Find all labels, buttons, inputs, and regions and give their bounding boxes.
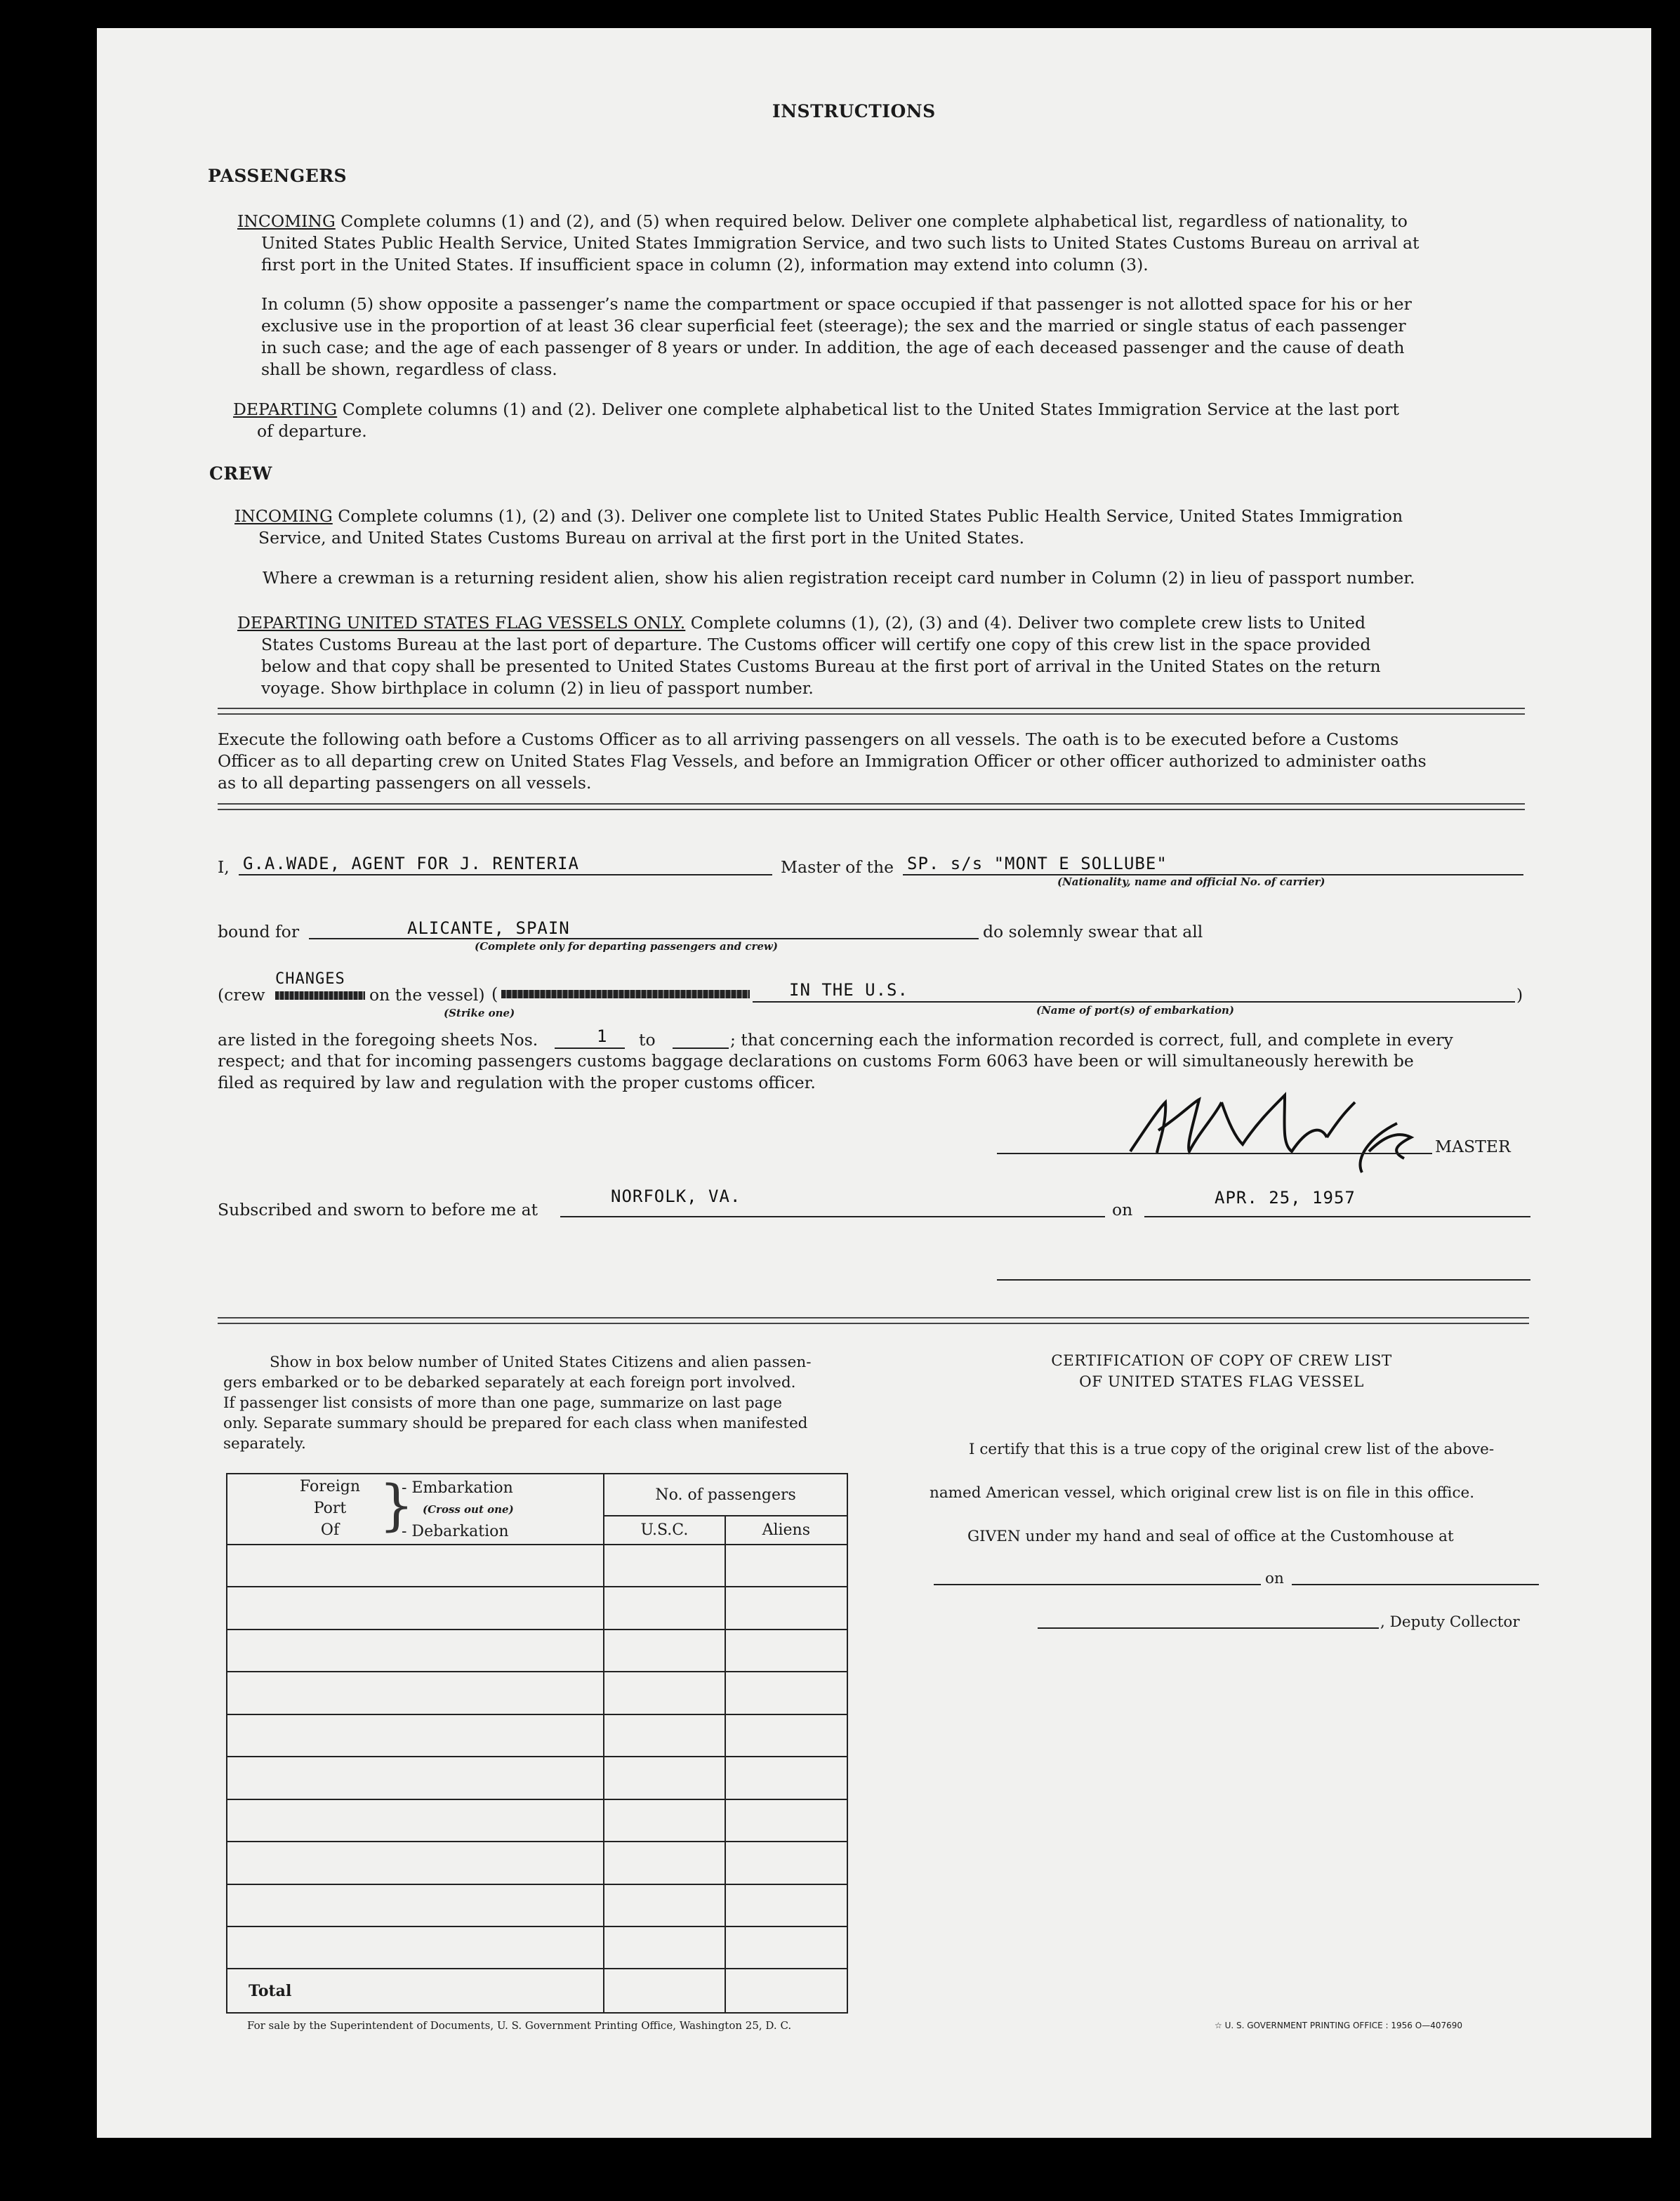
port-cell[interactable] [227, 1757, 604, 1799]
open-paren: ( [491, 984, 498, 1004]
crew-resident: Where a crewman is a returning resident alien, show his alien registration receipt card number in Column (2) in lieu of passport number. [263, 568, 1415, 588]
passengers-incoming [237, 211, 1501, 276]
usc-cell[interactable] [604, 1757, 725, 1799]
close-paren: ) [1516, 985, 1523, 1005]
sheet-from-field[interactable]: 1 [597, 1026, 608, 1046]
usc-cell[interactable] [604, 1842, 725, 1884]
text-line: States Customs Bureau at the last port of departure. The Customs officer will certify one copy of this crew list in the space provided [261, 635, 1371, 654]
master-label: MASTER [1435, 1137, 1511, 1156]
master-name-field[interactable]: G.A.WADE, AGENT FOR J. RENTERIA [243, 854, 579, 873]
usc-cell[interactable] [604, 1926, 725, 1969]
port-cell[interactable] [227, 1842, 604, 1884]
text-line: shall be shown, regardless of class. [261, 359, 557, 379]
text-line: Service, and United States Customs Bureau on arrival at the first port in the United States. [258, 528, 1025, 548]
swear-text: do solemnly swear that all [983, 922, 1203, 941]
text-line: Complete columns (1), (2), (3) and (4). Deliver two complete crew lists to United [690, 613, 1366, 633]
strike-caption: (Strike one) [444, 1007, 515, 1019]
table-row [227, 1799, 847, 1842]
table-row [227, 1757, 847, 1799]
table-row [227, 1714, 847, 1757]
cross-out-caption: (Cross out one) [423, 1503, 514, 1516]
port-cell[interactable] [227, 1545, 604, 1587]
crew-heading: CREW [209, 463, 272, 484]
of-label: Of [320, 1521, 340, 1539]
crew-incoming [234, 505, 1504, 549]
sheets-label: are listed in the foregoing sheets Nos. [218, 1030, 538, 1050]
text-line: Complete columns (1) and (2). Deliver one complete alphabetical list to the United States Immigration Service at the last port [342, 399, 1399, 419]
cert-on-label: on [1265, 1570, 1284, 1587]
vessel-field[interactable]: SP. s/s "MONT E SOLLUBE" [907, 854, 1168, 873]
on-label: on [1112, 1200, 1133, 1220]
struck-out-text [275, 991, 365, 1000]
table-header-row [227, 1474, 847, 1516]
port-cell[interactable] [227, 1714, 604, 1757]
aliens-cell[interactable] [725, 1799, 847, 1842]
usc-cell[interactable] [604, 1672, 725, 1714]
port-cell[interactable] [227, 1799, 604, 1842]
passengers-column5 [261, 293, 1504, 381]
bound-for-line [309, 938, 979, 939]
text-line: gers embarked or to be debarked separately at each foreign port involved. [223, 1374, 796, 1392]
text-line: Complete columns (1) and (2), and (5) when required below. Deliver one complete alphabetical list, regardless of nationality, to [340, 211, 1408, 231]
usc-cell[interactable] [604, 1884, 725, 1926]
text-line: If passenger list consists of more than one page, summarize on last page [223, 1394, 783, 1412]
table-row [227, 1884, 847, 1926]
port-cell[interactable] [227, 1926, 604, 1969]
table-row [227, 1630, 847, 1672]
text-line: in such case; and the age of each passenger of 8 years or under. In addition, the age of each deceased passenger and the cause of death [261, 338, 1405, 357]
table-row [227, 1672, 847, 1714]
aliens-cell[interactable] [725, 1926, 847, 1969]
signature-line [997, 1153, 1432, 1154]
incoming-label: INCOMING [234, 506, 333, 526]
departing-label: DEPARTING [233, 399, 338, 419]
debarkation-option[interactable]: - Debarkation [402, 1523, 509, 1540]
aliens-cell[interactable] [725, 1587, 847, 1629]
page-title: INSTRUCTIONS [772, 101, 936, 121]
footer-printing-office: ☆ U. S. GOVERNMENT PRINTING OFFICE : 1956 O—407690 [1215, 2021, 1463, 2030]
aliens-cell[interactable] [725, 1630, 847, 1672]
table-row [227, 1926, 847, 1969]
text-line: Complete columns (1), (2) and (3). Deliver one complete list to United States Public Health Service, United States Immigration [338, 506, 1403, 526]
ports-line [753, 1001, 1515, 1003]
to-label: to [639, 1030, 656, 1050]
ports-caption: (Name of port(s) of embarkation) [1036, 1004, 1234, 1017]
certify-line-2: named American vessel, which original crew list is on file in this office. [930, 1484, 1475, 1502]
certify-line-3: GIVEN under my hand and seal of office at the Customhouse at [967, 1528, 1454, 1545]
officer-signature-field[interactable] [997, 1279, 1530, 1281]
port-cell[interactable] [227, 1884, 604, 1926]
text-line: voyage. Show birthplace in column (2) in lieu of passport number. [261, 678, 814, 698]
port-cell[interactable] [227, 1630, 604, 1672]
aliens-total-cell[interactable] [725, 1969, 847, 2013]
table-row [227, 1587, 847, 1629]
aliens-cell[interactable] [725, 1714, 847, 1757]
summary-instructions [223, 1352, 848, 1454]
text-line: CERTIFICATION OF COPY OF CREW LIST [1051, 1352, 1392, 1370]
foreign-label: Foreign [299, 1478, 361, 1495]
text-line: of departure. [257, 421, 367, 441]
footer-sale-note: For sale by the Superintendent of Documents, U. S. Government Printing Office, Washington 25, D. C. [247, 2019, 792, 2032]
master-of-label: Master of the [781, 857, 894, 877]
usc-cell[interactable] [604, 1799, 725, 1842]
sheets-text: ; that concerning each the information recorded is correct, full, and complete in every [730, 1030, 1453, 1050]
usc-cell[interactable] [604, 1714, 725, 1757]
usc-cell[interactable] [604, 1587, 725, 1629]
aliens-cell[interactable] [725, 1884, 847, 1926]
subscribed-label: Subscribed and sworn to before me at [218, 1200, 538, 1220]
aliens-header: Aliens [725, 1516, 847, 1544]
port-cell[interactable] [227, 1587, 604, 1629]
text-line: filed as required by law and regulation with the proper customs officer. [218, 1073, 816, 1092]
bound-for-label: bound for [218, 922, 300, 941]
passengers-heading: PASSENGERS [208, 166, 348, 186]
sworn-date-field[interactable]: APR. 25, 1957 [1215, 1188, 1356, 1208]
aliens-cell[interactable] [725, 1672, 847, 1714]
sworn-place-field[interactable]: NORFOLK, VA. [611, 1187, 741, 1206]
place-line [560, 1216, 1105, 1217]
divider [218, 1317, 1529, 1324]
aliens-cell[interactable] [725, 1545, 847, 1587]
incoming-label: INCOMING [237, 211, 336, 231]
text-line: only. Separate summary should be prepared for each class when manifested [223, 1415, 808, 1432]
divider [218, 708, 1525, 715]
passenger-summary-table [226, 1473, 848, 2014]
text-line: Show in box below number of United States Citizens and alien passen- [270, 1354, 812, 1371]
deputy-signature-field[interactable] [1038, 1627, 1379, 1629]
table-row [227, 1842, 847, 1884]
table-row [227, 1545, 847, 1587]
text-line: below and that copy shall be presented to United States Customs Bureau at the first port of arrival in the United States on the return [261, 656, 1381, 676]
aliens-cell[interactable] [725, 1757, 847, 1799]
usc-total-cell[interactable] [604, 1969, 725, 2013]
text-line: respect; and that for incoming passengers customs baggage declarations on customs Form 6063 have been or will simultaneously herewith be [218, 1051, 1414, 1071]
usc-header: U.S.C. [604, 1516, 725, 1544]
text-line: separately. [223, 1435, 306, 1453]
changes-typed: CHANGES [275, 970, 345, 988]
crew-open-paren: (crew [218, 985, 265, 1005]
date-line [1144, 1216, 1530, 1217]
struck-out-text [501, 990, 750, 998]
oath-i-label: I, [218, 857, 230, 877]
text-line: first port in the United States. If insufficient space in column (2), information may extend into column (3). [261, 255, 1149, 275]
port-cell[interactable] [227, 1672, 604, 1714]
departing-flag-label: DEPARTING UNITED STATES FLAG VESSELS ONLY. [237, 613, 686, 633]
certify-line-1: I certify that this is a true copy of the original crew list of the above- [969, 1441, 1495, 1458]
embarkation-option[interactable]: - Embarkation [402, 1479, 513, 1497]
port-header-cell [227, 1474, 604, 1545]
master-signature [1116, 1074, 1453, 1187]
customhouse-field[interactable] [934, 1584, 1261, 1585]
bound-for-caption: (Complete only for departing passengers and crew) [475, 940, 778, 953]
usc-cell[interactable] [604, 1630, 725, 1672]
total-label: Total [227, 1969, 604, 2013]
certification-title [941, 1351, 1502, 1393]
usc-cell[interactable] [604, 1545, 725, 1587]
on-vessel-label: on the vessel) [369, 985, 485, 1005]
sheet-from-line [555, 1047, 625, 1049]
sheet-to-field[interactable] [673, 1047, 729, 1049]
text-line: as to all departing passengers on all vessels. [218, 773, 592, 793]
port-label: Port [313, 1500, 347, 1517]
deputy-collector-label: , Deputy Collector [1380, 1613, 1520, 1631]
aliens-cell[interactable] [725, 1842, 847, 1884]
text-line: Execute the following oath before a Customs Officer as to all arriving passengers on all vessels. The oath is to be executed before a Customs [218, 729, 1399, 749]
crew-departing [237, 612, 1505, 699]
vessel-caption: (Nationality, name and official No. of carrier) [1057, 875, 1325, 888]
destination-field[interactable]: ALICANTE, SPAIN [407, 918, 570, 938]
text-line: Officer as to all departing crew on United States Flag Vessels, and before an Immigration Officer or other officer authorized to administer oaths [218, 751, 1427, 771]
total-row [227, 1969, 847, 2013]
text-line: In column (5) show opposite a passenger’s name the compartment or space occupied if that passenger is not allotted space for his or her [261, 294, 1412, 314]
embarkation-ports-field[interactable]: IN THE U.S. [789, 980, 908, 1000]
text-line: United States Public Health Service, United States Immigration Service, and two such lists to United States Customs Bureau on arrival at [261, 233, 1420, 253]
divider [218, 803, 1525, 810]
passengers-departing [233, 399, 1504, 442]
no-passengers-header: No. of passengers [604, 1474, 847, 1516]
text-line: exclusive use in the proportion of at least 36 clear superficial feet (steerage); the sex and the married or single status of each passenger [261, 316, 1406, 336]
oath-instructions [218, 729, 1530, 794]
name-line [239, 874, 772, 875]
brace-icon: } [379, 1474, 414, 1538]
text-line: OF UNITED STATES FLAG VESSEL [1079, 1373, 1364, 1391]
cert-date-field[interactable] [1292, 1584, 1539, 1585]
